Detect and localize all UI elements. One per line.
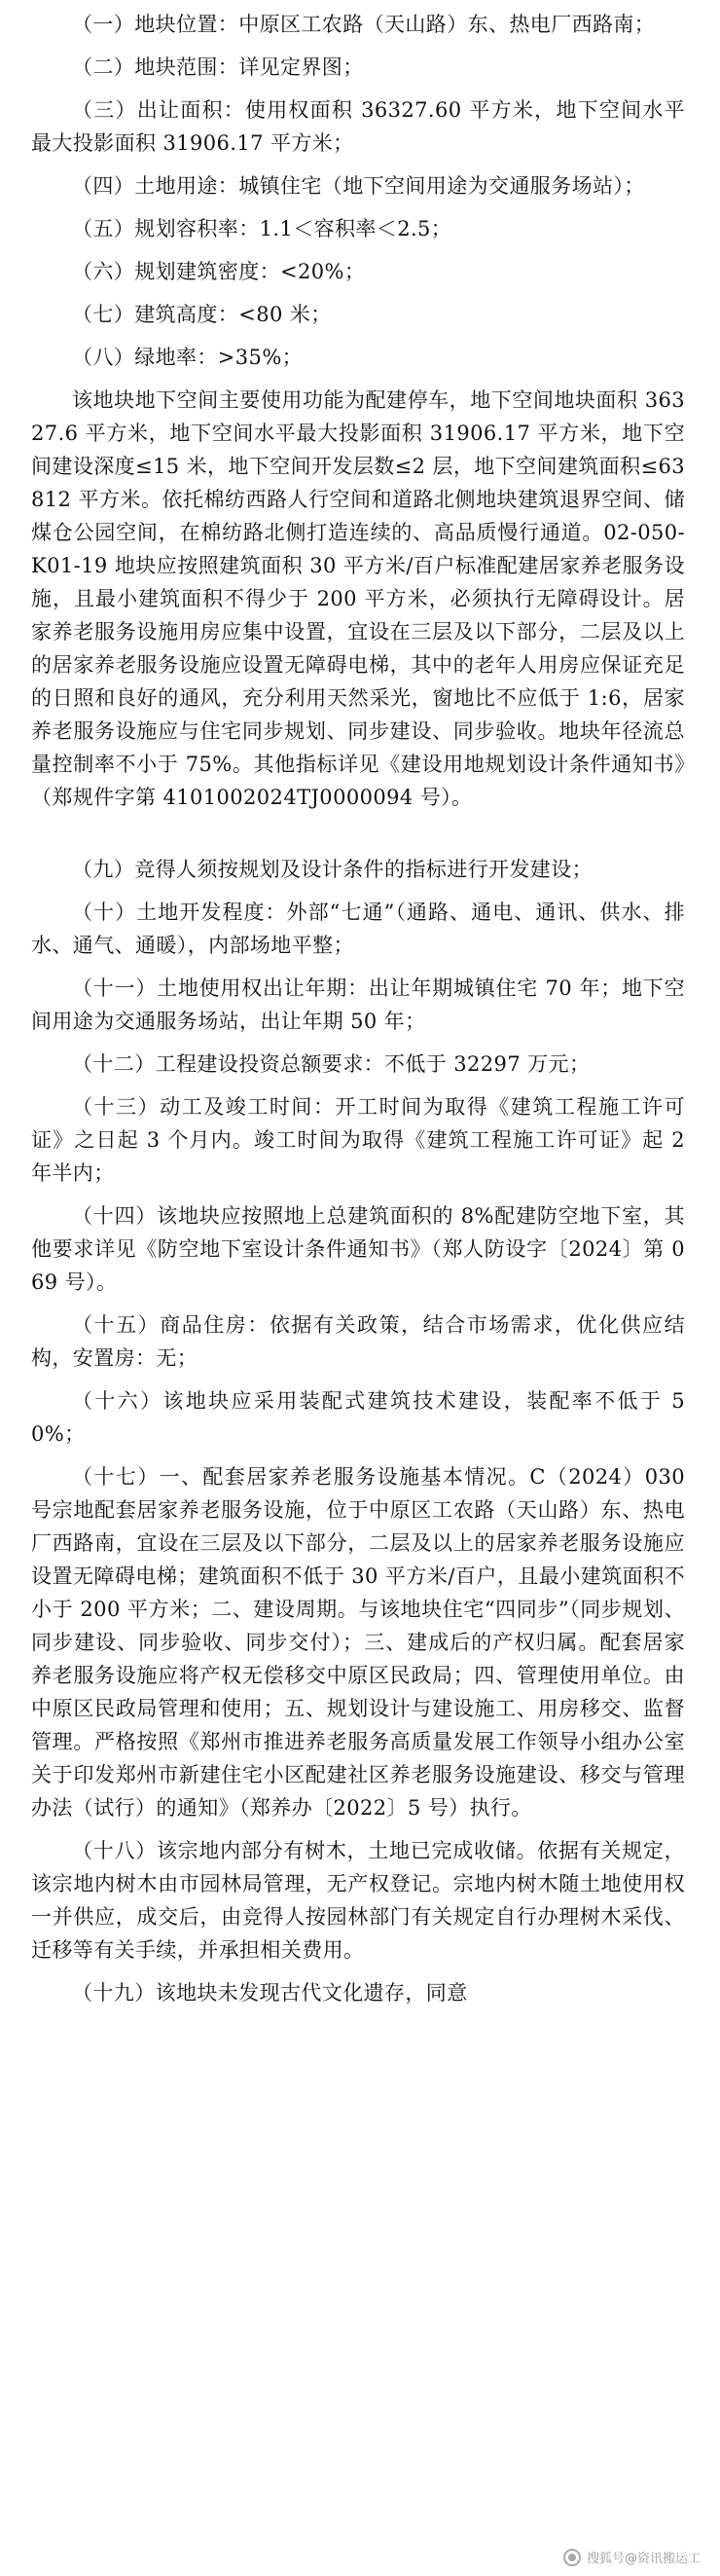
item-18-trees: （十八）该宗地内部分有树木，土地已完成收储。依据有关规定，该宗地内树木由市园林局管理，无产权登记。宗地内树木随土地使用权一并供应，成交后，由竞得人按园林部门有关规定自行办理树木采伐、迁移等有关手续，并承担相关费用。: [31, 1839, 685, 1962]
watermark: [563, 2548, 701, 2566]
item-13-schedule: （十三）动工及竣工时间：开工时间为取得《建筑工程施工许可证》之日起 3 个月内。竣工时间为取得《建筑工程施工许可证》起 2 年半内；: [31, 1095, 685, 1185]
sohu-logo-icon: [563, 2549, 581, 2566]
item-10-land-development: （十）土地开发程度：外部“七通”（通路、通电、通讯、供水、排水、通气、通暖），内部场地平整；: [31, 901, 685, 957]
section-gap: [31, 828, 685, 853]
item-7-height: （七）建筑高度：<80 米；: [72, 303, 332, 326]
watermark-text: 搜狐号@资讯搬运工: [586, 2552, 701, 2566]
item-14-civil-defense: （十四）该地块应按照地上总建筑面积的 8%配建防空地下室，其他要求详见《防空地下室设计条件通知书》（郑人防设字〔2024〕第 069 号）。: [31, 1204, 685, 1294]
item-1-location: （一）地块位置：中原区工农路（天山路）东、热电厂西路南；: [72, 13, 656, 36]
item-4-land-use: （四）土地用途：城镇住宅（地下空间用途为交通服务场站）；: [72, 174, 645, 198]
item-16-prefab: （十六）该地块应采用装配式建筑技术建设，装配率不低于 50%；: [31, 1389, 685, 1446]
item-15-housing: （十五）商品住房：依据有关政策，结合市场需求，优化供应结构，安置房：无；: [31, 1313, 685, 1370]
item-5-plot-ratio: （五）规划容积率：1.1＜容积率＜2.5；: [72, 217, 452, 240]
item-12-investment: （十二）工程建设投资总额要求：不低于 32297 万元；: [72, 1052, 591, 1076]
item-3-area: （三）出让面积：使用权面积 36327.60 平方米，地下空间水平最大投影面积 31906.17 平方米；: [31, 98, 685, 155]
item-9-development: （九）竞得人须按规划及设计条件的指标进行开发建设；: [72, 858, 593, 881]
item-8-green-ratio: （八）绿地率：>35%；: [72, 346, 304, 369]
item-17-elderly-care: （十七）一、配套居家养老服务设施基本情况。C（2024）030 号宗地配套居家养老服务设施，位于中原区工农路（天山路）东、热电厂西路南，宜设在三层及以下部分，二层及以上的居家养老服务设施应设置无障碍电梯；建筑面积不低于 30 平方米/百户，且最小建筑面积不小于 200 平方米；二、建设周期。与该地块住宅“四同步”（同步规划、同步建设、同步验收、同步交付）；三、建成后的产权归属。配套居家养老服务设施应将产权无偿移交中原区民政局；四、管理使用单位。由中原区民政局管理和使用；五、规划设计与建设施工、用房移交、监督管理。严格按照《郑州市推进养老服务高质量发展工作领导小组办公室关于印发郑州市新建住宅小区配建社区养老服务设施建设、移交与管理办法（试行）的通知》（郑养办〔2022〕5 号）执行。: [31, 1465, 685, 1820]
item-6-density: （六）规划建筑密度：<20%；: [72, 260, 366, 283]
item-2-range: （二）地块范围：详见定界图；: [72, 55, 364, 79]
item-19-cultural-relics: （十九）该地块未发现古代文化遗存，同意: [72, 1981, 468, 2005]
item-11-term: （十一）土地使用权出让年期：出让年期城镇住宅 70 年；地下空间用途为交通服务场站，出让年期 50 年；: [31, 976, 685, 1033]
underground-space-paragraph: 该地块地下空间主要使用功能为配建停车，地下空间地块面积 36327.6 平方米，地下空间水平最大投影面积 31906.17 平方米，地下空间建设深度≤15 米，地下空间开发层数≤2 层，地下空间建筑面积≤63812 平方米。依托棉纺西路人行空间和道路北侧地块建筑退界空间、储煤仓公园空间，在棉纺路北侧打造连续的、高品质慢行通道。02-050-K01-19 地块应按照建筑面积 30 平方米/百户标准配建居家养老服务设施，且最小建筑面积不得少于 200 平方米，必须执行无障碍设计。居家养老服务设施用房应集中设置，宜设在三层及以下部分，二层及以上的居家养老服务设施应设置无障碍电梯，其中的老年人用房应保证充足的日照和良好的通风，充分利用天然采光，窗地比不应低于 1:6，居家养老服务设施应与住宅同步规划、同步建设、同步验收。地块年径流总量控制率不小于 75%。其他指标详见《建设用地规划设计条件通知书》（郑规件字第 4101002024TJ0000094 号）。: [31, 388, 685, 809]
